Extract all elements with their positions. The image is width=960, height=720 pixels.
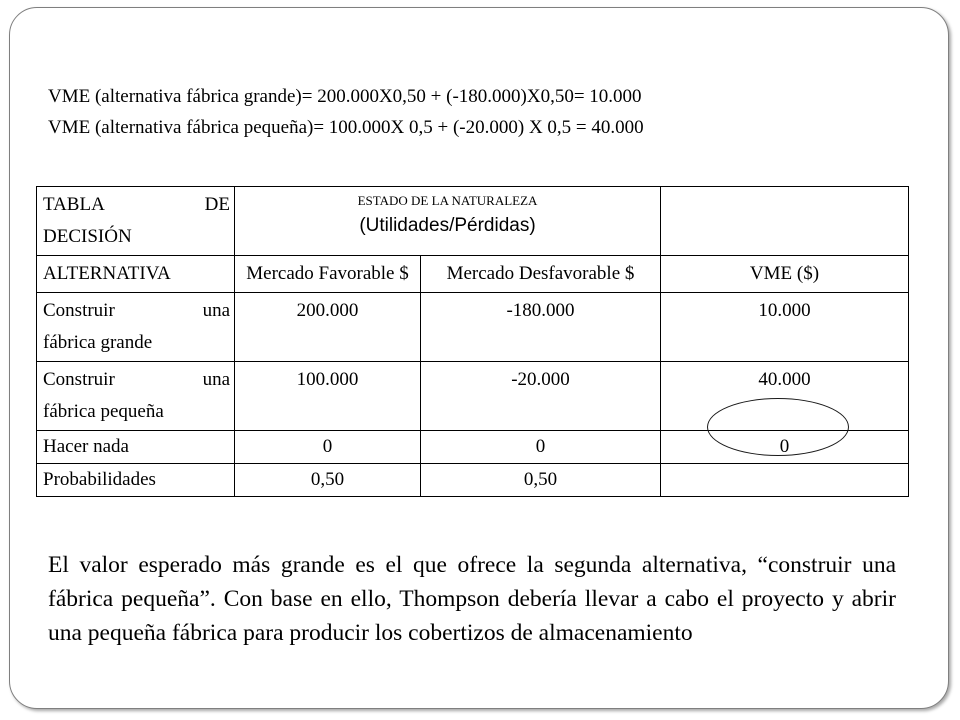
table-cell: -20.000	[421, 362, 661, 431]
table-cell: 100.000	[235, 362, 421, 431]
table-title-word: DE	[204, 194, 230, 215]
table-cell-alternative	[37, 362, 235, 431]
table-cell-alternative: Hacer nada	[37, 431, 235, 464]
column-header: Mercado Favorable $	[235, 256, 421, 293]
alternative-word: fábrica grande	[43, 332, 153, 353]
table-title-cell	[37, 187, 235, 256]
alternative-word: Construir	[43, 300, 115, 321]
formula-large-factory: VME (alternativa fábrica grande)= 200.000X0,50 + (-180.000)X0,50= 10.000	[48, 86, 642, 107]
conclusion-paragraph: El valor esperado más grande es el que ofrece la segunda alternativa, “construir una fábrica pequeña”. Con base en ello, Thompson debería llevar a cabo el proyecto y abrir una pequeña fábrica para producir los cobertizos de almacenamiento	[48, 552, 896, 646]
table-title-word: TABLA	[43, 194, 105, 215]
table-cell: 0	[235, 431, 421, 464]
table-cell-alternative	[37, 293, 235, 362]
table-cell: 40.000	[661, 362, 909, 431]
table-cell: 0,50	[235, 464, 421, 497]
formula-small-factory: VME (alternativa fábrica pequeña)= 100.000X 0,5 + (-20.000) X 0,5 = 40.000	[48, 117, 644, 138]
table-cell-alternative: Probabilidades	[37, 464, 235, 497]
alternative-word: una	[202, 369, 230, 390]
table-cell: -180.000	[421, 293, 661, 362]
column-header: Mercado Desfavorable $	[421, 256, 661, 293]
table-row	[37, 293, 909, 362]
empty-header-cell	[661, 187, 909, 256]
table-header-row	[37, 187, 909, 256]
state-of-nature-sub: (Utilidades/Pérdidas)	[359, 215, 536, 236]
table-cell	[661, 464, 909, 497]
state-of-nature-cell	[235, 187, 661, 256]
table-cell: 0,50	[421, 464, 661, 497]
table-cell: 0	[661, 431, 909, 464]
table-cell: 10.000	[661, 293, 909, 362]
table-row	[37, 464, 909, 497]
table-cell: 200.000	[235, 293, 421, 362]
state-of-nature-label: ESTADO DE LA NATURALEZA	[357, 193, 538, 208]
table-column-headers	[37, 256, 909, 293]
table-cell: 0	[421, 431, 661, 464]
column-header: ALTERNATIVA	[37, 256, 235, 293]
table-title-word: DECISIÓN	[43, 226, 132, 247]
alternative-word: fábrica pequeña	[43, 401, 164, 422]
alternative-word: Construir	[43, 369, 115, 390]
alternative-word: una	[202, 300, 230, 321]
column-header: VME ($)	[661, 256, 909, 293]
highlight-ellipse	[707, 398, 849, 456]
